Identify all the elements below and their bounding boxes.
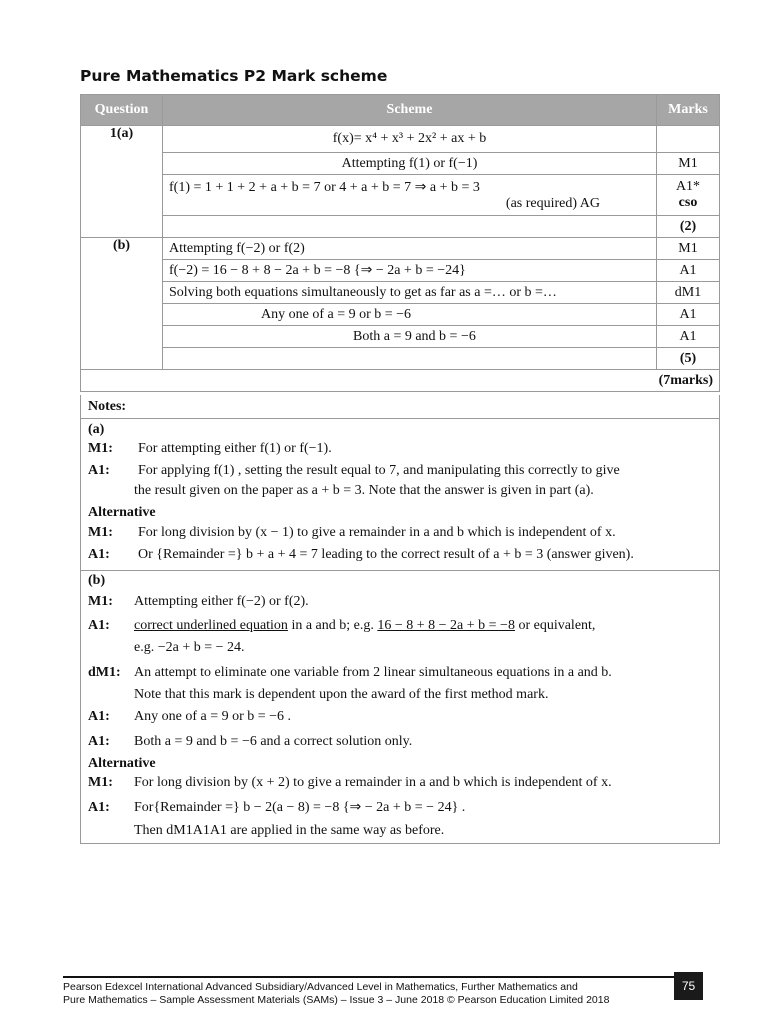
- table-row: [81, 126, 720, 153]
- note-text: Attempting either f(−2) or f(2).: [134, 594, 309, 609]
- mark-cell: A1: [657, 326, 720, 348]
- note-text: e.g. −2a + b = − 24.: [134, 640, 245, 655]
- mark-subtotal: (5): [657, 348, 720, 370]
- scheme-cell: Both a = 9 and b = −6: [163, 326, 657, 348]
- page-number: 75: [674, 972, 703, 1000]
- scheme-line: f(1) = 1 + 1 + 2 + a + b = 7 or 4 + a + b = 7 ⇒ a + b = 3: [169, 179, 480, 195]
- note-line: [88, 463, 620, 479]
- mark-label: M1:: [88, 775, 113, 790]
- note-line: [88, 441, 332, 457]
- mark-label: A1:: [88, 800, 110, 815]
- note-text: For long division by (x + 2) to give a remainder in a and b which is independent of x.: [134, 775, 612, 790]
- mark-cell: M1: [657, 238, 720, 260]
- scheme-cell: [163, 348, 657, 370]
- page-footer: [63, 976, 703, 1007]
- notes-section: [80, 395, 720, 844]
- note-text: An attempt to eliminate one variable from 2 linear simultaneous equations in a and b.: [134, 665, 612, 680]
- underlined-equation: 16 − 8 + 8 − 2a + b = −8: [377, 618, 515, 633]
- mark-cell: A1: [657, 260, 720, 282]
- scheme-cell: Attempting f(−2) or f(2): [163, 238, 657, 260]
- note-line: [88, 594, 309, 610]
- scheme-cell: Solving both equations simultaneously to get as far as a =… or b =…: [163, 282, 657, 304]
- total-marks: (7marks): [81, 370, 720, 392]
- alternative-heading: Alternative: [88, 505, 156, 520]
- mark-value: A1*: [675, 179, 701, 194]
- notes-heading: Notes:: [88, 399, 127, 414]
- note-line: [88, 618, 595, 634]
- scheme-cell: [163, 216, 657, 238]
- note-line: [88, 799, 465, 816]
- mark-subtotal: (2): [657, 216, 720, 238]
- note-line: [88, 775, 612, 791]
- table-row: [81, 370, 720, 392]
- mark-label: dM1:: [88, 665, 121, 680]
- mark-label: M1:: [88, 594, 113, 609]
- part-a-label: (a): [88, 422, 105, 437]
- question-1b: (b): [81, 238, 163, 370]
- note-line: [88, 734, 412, 750]
- note-line: [88, 525, 616, 541]
- note-text: For attempting either f(1) or f(−1).: [138, 441, 332, 456]
- header-marks: Marks: [657, 95, 720, 126]
- scheme-line-ag: (as required) AG: [505, 195, 600, 211]
- note-text: Then dM1A1A1 are applied in the same way as before.: [134, 823, 445, 838]
- underlined-text: correct underlined equation: [134, 618, 288, 633]
- note-text: the result given on the paper as a + b = 3. Note that the answer is given in part (a).: [134, 483, 594, 498]
- table-header-row: [81, 95, 720, 126]
- part-b-label: (b): [88, 573, 106, 588]
- mark-label: A1:: [88, 463, 110, 478]
- mark-cell: [657, 126, 720, 153]
- header-question: Question: [81, 95, 163, 126]
- mark-label: M1:: [88, 525, 113, 540]
- table-row: [81, 260, 720, 282]
- table-row: [81, 304, 720, 326]
- footer-text: [63, 978, 663, 1007]
- mark-label: A1:: [88, 547, 110, 562]
- mark-label: A1:: [88, 734, 110, 749]
- mark-cell: [657, 175, 720, 216]
- mark-cell: A1: [657, 304, 720, 326]
- table-row: [81, 282, 720, 304]
- page-title: Pure Mathematics P2 Mark scheme: [80, 67, 388, 85]
- table-row: [81, 326, 720, 348]
- mark-scheme-table: [80, 94, 720, 392]
- note-line: [88, 709, 291, 725]
- scheme-cell: Any one of a = 9 or b = −6: [163, 304, 657, 326]
- divider: [81, 570, 719, 571]
- mark-label: A1:: [88, 618, 110, 633]
- note-text: For applying f(1) , setting the result equal to 7, and manipulating this correctly to give: [138, 463, 620, 478]
- mark-cell: dM1: [657, 282, 720, 304]
- divider: [81, 418, 719, 419]
- footer-line: Pearson Edexcel International Advanced Subsidiary/Advanced Level in Mathematics, Further Mathematics and: [63, 981, 578, 993]
- question-1a: 1(a): [81, 126, 163, 238]
- mark-note: cso: [678, 195, 698, 210]
- note-text: For{Remainder =} b − 2(a − 8) = −8 {⇒ − 2a + b = − 24} .: [134, 800, 466, 815]
- note-text: in a and b; e.g.: [287, 618, 378, 633]
- note-text: Note that this mark is dependent upon the award of the first method mark.: [134, 687, 549, 702]
- note-text: For long division by (x − 1) to give a remainder in a and b which is independent of x.: [138, 525, 616, 540]
- scheme-cell: f(−2) = 16 − 8 + 8 − 2a + b = −8 {⇒ − 2a + b = −24}: [163, 260, 657, 282]
- table-row: [81, 216, 720, 238]
- mark-label: A1:: [88, 709, 110, 724]
- note-text: or equivalent,: [514, 618, 596, 633]
- scheme-cell: f(x)= x⁴ + x³ + 2x² + ax + b: [163, 126, 657, 153]
- table-row: [81, 153, 720, 175]
- alternative-heading: Alternative: [88, 756, 156, 771]
- table-row: [81, 238, 720, 260]
- footer-line: Pure Mathematics – Sample Assessment Materials (SAMs) – Issue 3 – June 2018 © Pearson Education Limited 2018: [63, 994, 610, 1006]
- table-row: [81, 175, 720, 216]
- note-text: Any one of a = 9 or b = −6 .: [134, 709, 292, 724]
- note-text: Both a = 9 and b = −6 and a correct solution only.: [134, 734, 413, 749]
- scheme-cell: Attempting f(1) or f(−1): [163, 153, 657, 175]
- scheme-cell: [163, 175, 657, 216]
- note-line: [88, 665, 612, 681]
- table-row: [81, 348, 720, 370]
- note-line: [88, 547, 634, 563]
- header-scheme: Scheme: [163, 95, 657, 126]
- mark-cell: M1: [657, 153, 720, 175]
- note-text: Or {Remainder =} b + a + 4 = 7 leading to the correct result of a + b = 3 (answer given).: [138, 547, 634, 562]
- mark-label: M1:: [88, 441, 113, 456]
